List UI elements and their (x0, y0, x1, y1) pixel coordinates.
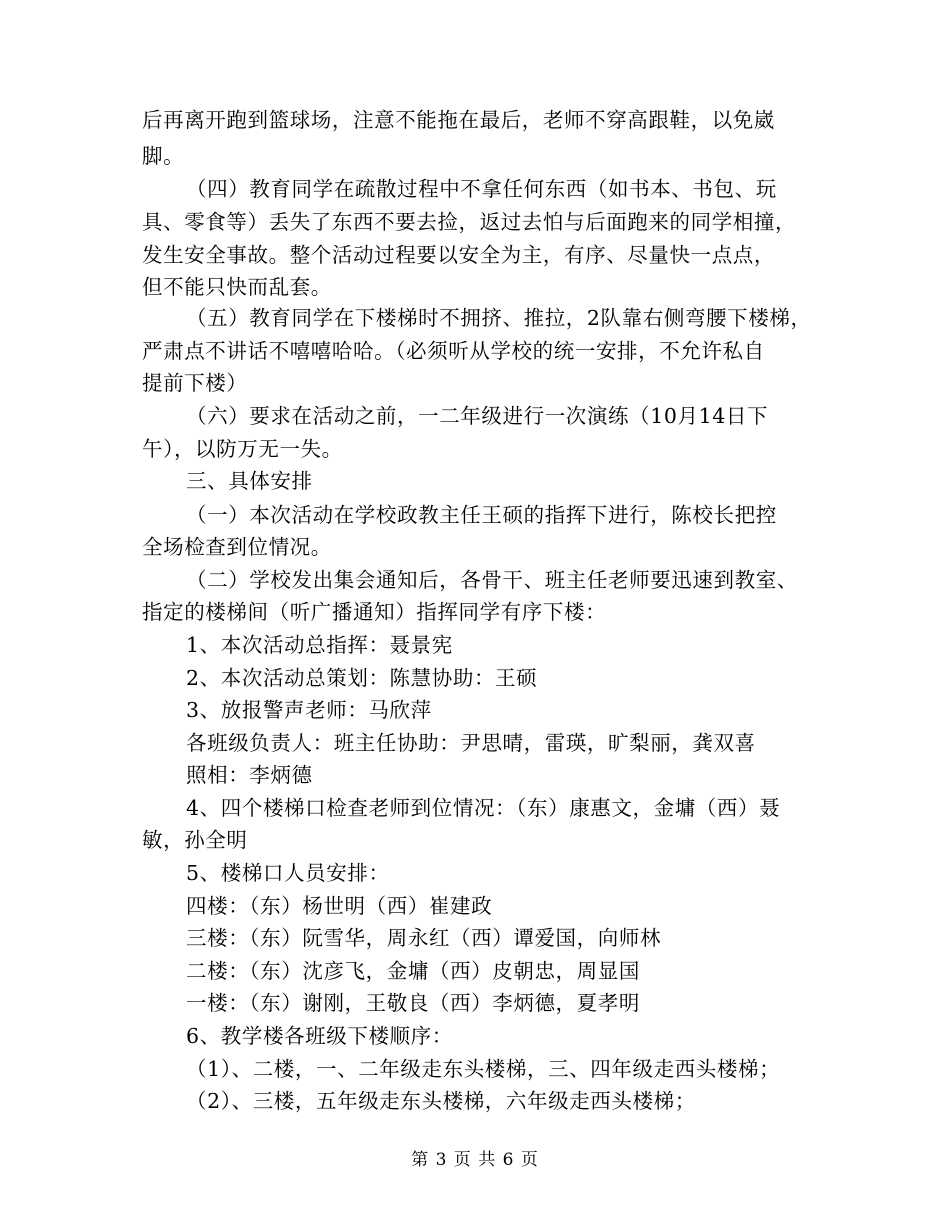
body-text-line: 二楼：（东）沈彦飞，金墉（西）皮朝忠，周显国 (186, 959, 640, 983)
list-item: 3、放报警声老师：马欣萍 (186, 698, 432, 722)
body-text-line: 各班级负责人：班主任协助：尹思晴，雷瑛，旷梨丽，龚双喜 (186, 731, 756, 755)
body-text-line: （一）本次活动在学校政教主任王硕的指挥下进行，陈校长把控 (186, 503, 777, 527)
body-text-line: 全场检查到位情况。 (142, 535, 332, 559)
list-item: 5、楼梯口人员安排： (186, 861, 390, 885)
list-item: 2、本次活动总策划：陈慧协助：王硕 (186, 666, 538, 690)
list-item: 6、教学楼各班级下楼顺序： (186, 1024, 453, 1048)
body-text-line: 发生安全事故。整个活动过程要以安全为主，有序、尽量快一点点， (142, 243, 775, 267)
body-text-line: 脚。 (142, 144, 185, 168)
body-text-line: （五）教育同学在下楼梯时不拥挤、推拉，2队靠右侧弯腰下楼梯， (186, 306, 812, 330)
body-text-line: 具、零食等）丢失了东西不要去捡，返过去怕与后面跑来的同学相撞， (142, 210, 797, 234)
list-item: 4、四个楼梯口检查老师到位情况：（东）康惠文，金墉（西）聂 (186, 796, 781, 820)
list-item: （2）、三楼，五年级走东头楼梯，六年级走西头楼梯； (186, 1089, 696, 1113)
body-text-line: 严肃点不讲话不嘻嘻哈哈。（必须听从学校的统一安排，不允许私自 (142, 339, 765, 363)
body-text-line: （二）学校发出集会通知后，各骨干、班主任老师要迅速到教室、 (186, 568, 798, 592)
body-text-line: 三楼：（东）阮雪华，周永红（西）谭爱国，向师林 (186, 926, 662, 950)
body-text-line: 后再离开跑到篮球场，注意不能拖在最后，老师不穿高跟鞋，以免崴 (142, 108, 775, 132)
list-item: 1、本次活动总指挥：聂景宪 (186, 633, 453, 657)
section-heading: 三、具体安排 (186, 469, 313, 493)
body-text-line: 四楼：（东）杨世明（西）崔建政 (186, 894, 493, 918)
body-text-line: 但不能只快而乱套。 (142, 275, 332, 299)
list-item: （1）、二楼，一、二年级走东头楼梯，三、四年级走西头楼梯； (186, 1057, 781, 1081)
body-text-line: 一楼：（东）谢刚，王敬良（西）李炳德，夏孝明 (186, 991, 640, 1015)
body-text-line: 指定的楼梯间（听广播通知）指挥同学有序下楼： (142, 600, 607, 624)
body-text-line: 提前下楼） (142, 371, 248, 395)
body-text-line: 午），以防万无一失。 (142, 437, 343, 461)
body-text-line: 照相：李炳德 (186, 763, 313, 787)
body-text-line: （四）教育同学在疏散过程中不拿任何东西（如书本、书包、玩 (186, 177, 777, 201)
body-text-line: 敏，孙全明 (142, 828, 248, 852)
body-text-line: （六）要求在活动之前，一二年级进行一次演练（10月14日下 (186, 404, 769, 428)
page-number-footer: 第 3 页 共 6 页 (411, 1150, 539, 1170)
